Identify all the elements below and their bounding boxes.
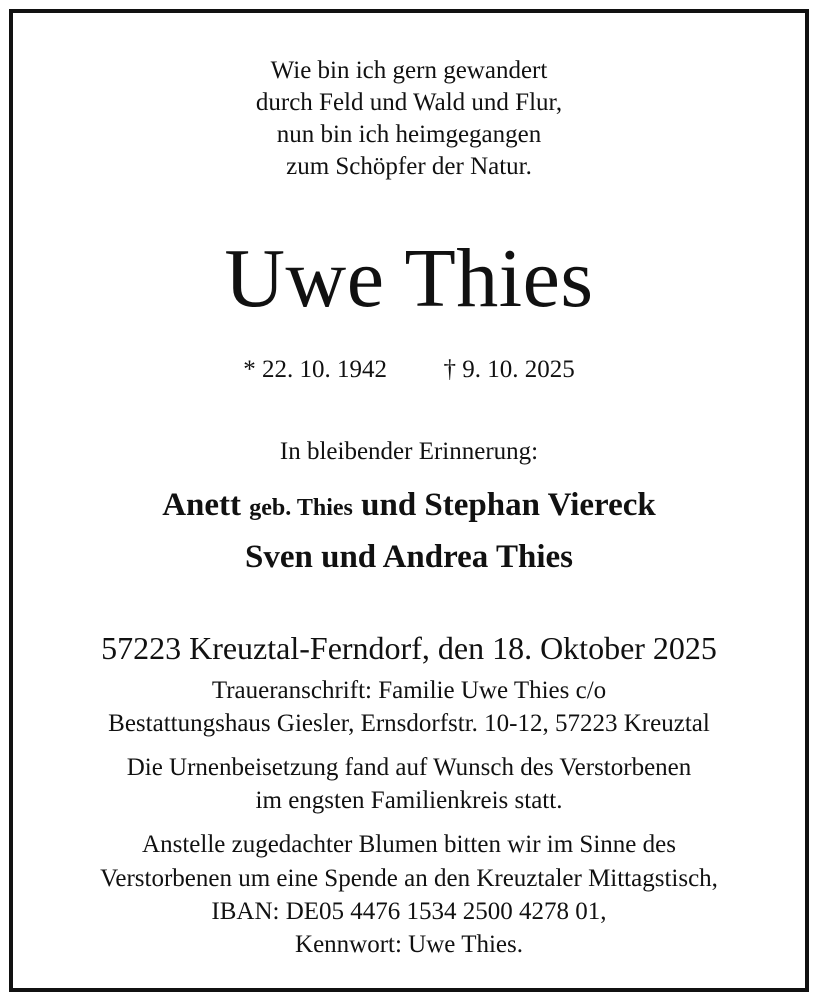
info-line: Anstelle zugedachter Blumen bitten wir im Sinne des bbox=[142, 831, 676, 858]
obituary-notice bbox=[9, 9, 809, 992]
family-name-stephan: und Stephan Viereck bbox=[361, 487, 656, 523]
poem-line: Wie bin ich gern gewandert bbox=[270, 57, 548, 84]
info-line: Kennwort: Uwe Thies. bbox=[295, 931, 523, 958]
life-dates bbox=[13, 355, 805, 385]
poem-line: zum Schöpfer der Natur. bbox=[286, 153, 532, 180]
info-line: Die Urnenbeisetzung fand auf Wunsch des Verstorbenen bbox=[126, 754, 692, 781]
place-and-date: 57223 Kreuztal-Ferndorf, den 18. Oktober 2025 bbox=[101, 630, 717, 666]
info-line: Bestattungshaus Giesler, Ernsdorfstr. 10-12, 57223 Kreuztal bbox=[108, 710, 710, 737]
death-date: † 9. 10. 2025 bbox=[443, 356, 575, 383]
info-line: im engsten Familienkreis statt. bbox=[255, 787, 563, 814]
family-line-1 bbox=[13, 485, 805, 528]
maiden-name: geb. Thies bbox=[249, 495, 353, 521]
info-line: Traueranschrift: Familie Uwe Thies c/o bbox=[211, 677, 607, 704]
poem-line: durch Feld und Wald und Flur, bbox=[255, 89, 563, 116]
info-line: IBAN: DE05 4476 1534 2500 4278 01, bbox=[211, 898, 607, 925]
info-line: Verstorbenen um eine Spende an den Kreuztaler Mittagstisch, bbox=[100, 865, 718, 892]
remembrance-intro: In bleibender Erinnerung: bbox=[279, 438, 539, 465]
deceased-name: Uwe Thies bbox=[224, 232, 594, 325]
family-line-2: Sven und Andrea Thies bbox=[244, 539, 573, 575]
family-name-anett: Anett bbox=[162, 487, 242, 523]
birth-date: * 22. 10. 1942 bbox=[243, 356, 387, 383]
poem-line: nun bin ich heimgegangen bbox=[276, 121, 542, 148]
